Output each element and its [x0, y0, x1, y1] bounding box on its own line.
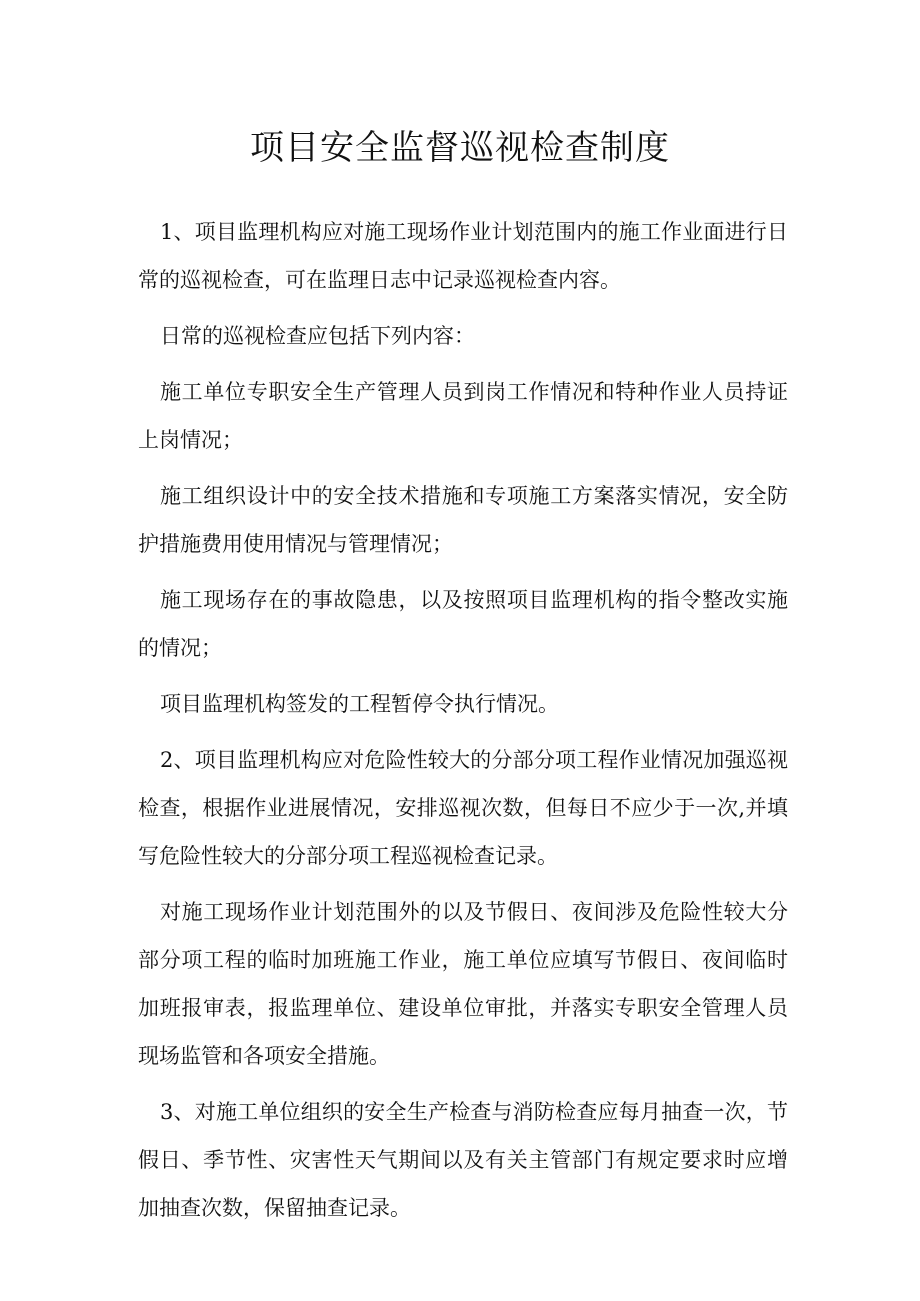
paragraph-8: 对施工现场作业计划范围外的以及节假日、夜间涉及危险性较大分部分项工程的临时加班施工作业，施工单位应填写节假日、夜间临时加班报审表，报监理单位、建设单位审批，并落实专职安全管理人员现场监管和各项安全措施。	[138, 900, 788, 1068]
paragraph-5: 施工现场存在的事故隐患，以及按照项目监理机构的指令整改实施的情况；	[138, 588, 788, 660]
paragraph-9: 3、对施工单位组织的安全生产检查与消防检查应每月抽查一次，节假日、季节性、灾害性天气期间以及有关主管部门有规定要求时应增加抽查次数，保留抽查记录。	[138, 1100, 788, 1220]
paragraph-6: 项目监理机构签发的工程暂停令执行情况。	[160, 692, 559, 716]
paragraph-1: 1、项目监理机构应对施工现场作业计划范围内的施工作业面进行日常的巡视检查，可在监理日志中记录巡视检查内容。	[138, 220, 788, 292]
paragraph-3: 施工单位专职安全生产管理人员到岗工作情况和特种作业人员持证上岗情况；	[138, 380, 788, 452]
paragraph-2: 日常的巡视检查应包括下列内容：	[160, 324, 475, 348]
document-body	[138, 208, 788, 1240]
paragraph-7: 2、项目监理机构应对危险性较大的分部分项工程作业情况加强巡视检查，根据作业进展情况，安排巡视次数，但每日不应少于一次,并填写危险性较大的分部分项工程巡视检查记录。	[138, 748, 788, 868]
paragraph-4: 施工组织设计中的安全技术措施和专项施工方案落实情况，安全防护措施费用使用情况与管理情况；	[138, 484, 788, 556]
document-title: 项目安全监督巡视检查制度	[250, 128, 670, 168]
